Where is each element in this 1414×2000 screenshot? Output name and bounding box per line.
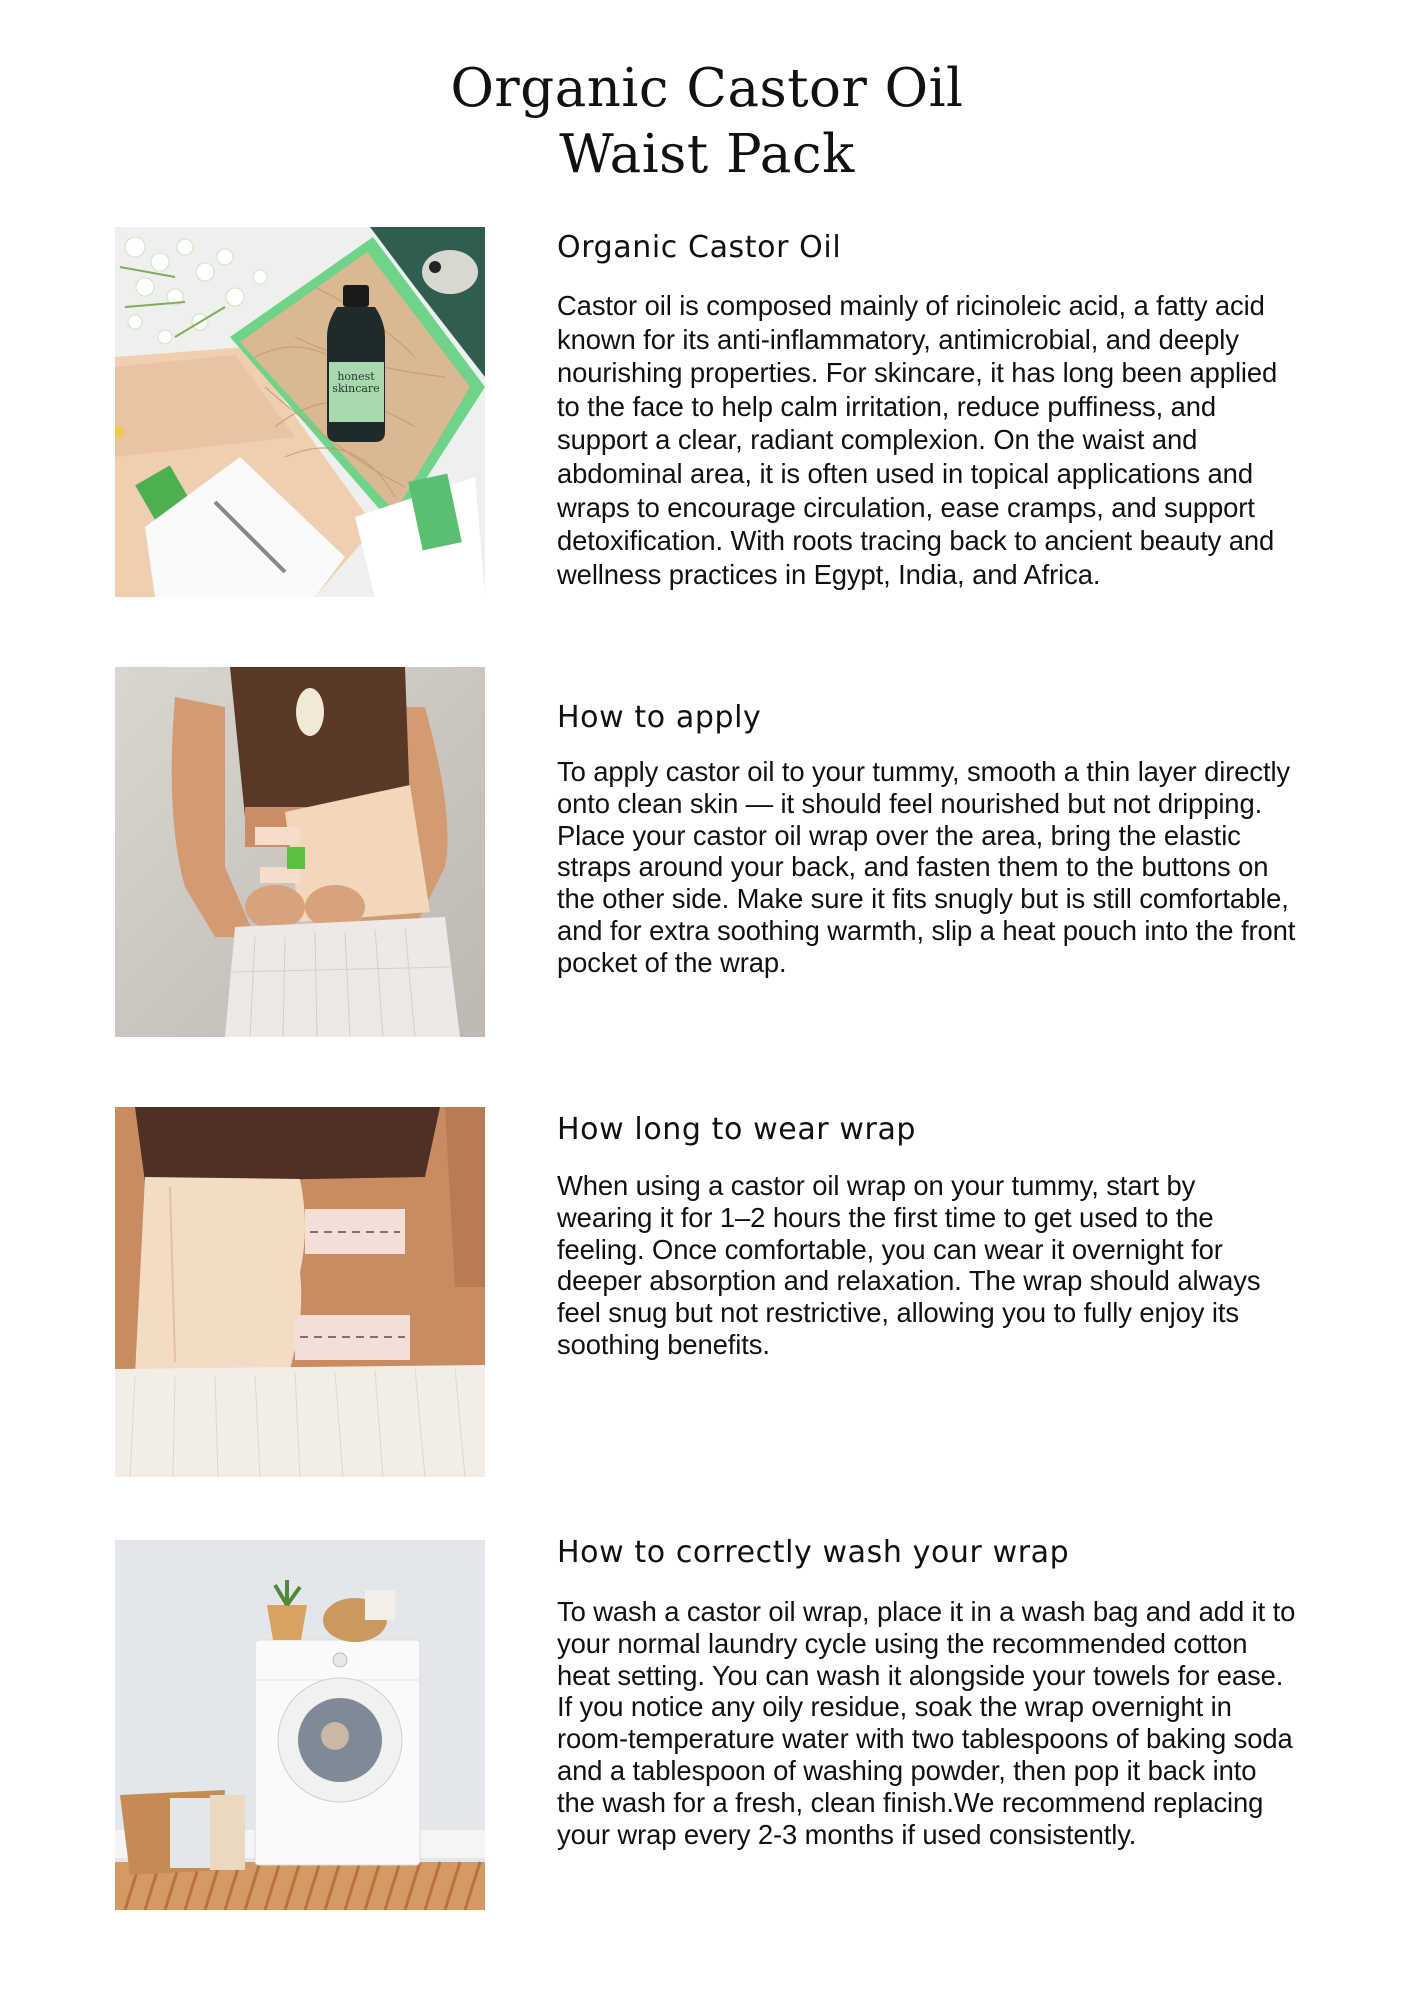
section-body: To wash a castor oil wrap, place it in a wash bag and add it to your normal laundry cycle using the recommended cotton heat setting. You can wash it alongside your towels for ease. If you notice any oily residue, soak the wrap overnight in room-temperature water with two tablespoons of baking soda and a tablespoon of washing powder, then pop it back into the wash for a fresh, clean finish.We recommend replacing your wrap every 2-3 months if used consistently. bbox=[557, 1596, 1296, 1850]
section-organic-castor-oil bbox=[557, 228, 1297, 591]
page-title-line-1: Organic Castor Oil bbox=[450, 58, 964, 119]
section-body: To apply castor oil to your tummy, smooth a thin layer directly onto clean skin — it should feel nourished but not dripping. Place your castor oil wrap over the area, bring the elastic straps around your back, and fasten them to the buttons on the other side. Make sure it fits snugly but is still comfortable, and for extra soothing warmth, slip a heat pouch into the front pocket of the wrap. bbox=[557, 756, 1296, 978]
section-body: Castor oil is composed mainly of ricinoleic acid, a fatty acid known for its anti-inflammatory, antimicrobial, and deeply nourishing properties. For skincare, it has long been applied to the face to help calm irritation, reduce puffiness, and support a clear, radiant complexion. On the waist and abdominal area, it is often used in topical applications and wraps to encourage circulation, ease cramps, and support detoxification. With roots tracing back to ancient beauty and wellness practices in Egypt, India, and Africa. bbox=[557, 290, 1278, 590]
washing-machine-illustration bbox=[115, 1540, 485, 1910]
bottle-label-text: honest bbox=[337, 370, 375, 383]
section-heading: How long to wear wrap bbox=[557, 1112, 917, 1147]
washing-machine-photo bbox=[115, 1540, 485, 1910]
svg-text:skincare: skincare bbox=[332, 382, 380, 395]
wrap-back-view-illustration bbox=[115, 1107, 485, 1477]
section-body: When using a castor oil wrap on your tummy, start by wearing it for 1–2 hours the first time to get used to the feeling. Once comfortable, you can wear it overnight for deeper absorption and relaxation. The wrap should always feel snug but not restrictive, allowing you to fully enjoy its soothing benefits. bbox=[557, 1170, 1261, 1360]
section-how-to-apply bbox=[557, 698, 1297, 979]
section-how-to-wash bbox=[557, 1533, 1297, 1850]
page-title-line-2: Waist Pack bbox=[559, 124, 855, 185]
section-how-long-to-wear bbox=[557, 1110, 1297, 1361]
applying-wrap-illustration bbox=[115, 667, 485, 1037]
wrap-back-view-photo bbox=[115, 1107, 485, 1477]
section-heading: How to correctly wash your wrap bbox=[557, 1535, 1070, 1570]
section-heading: How to apply bbox=[557, 700, 762, 735]
product-gift-box-photo bbox=[115, 227, 485, 597]
applying-wrap-photo bbox=[115, 667, 485, 1037]
product-gift-box-illustration bbox=[115, 227, 485, 597]
page-title bbox=[0, 56, 1414, 188]
section-heading: Organic Castor Oil bbox=[557, 230, 842, 265]
